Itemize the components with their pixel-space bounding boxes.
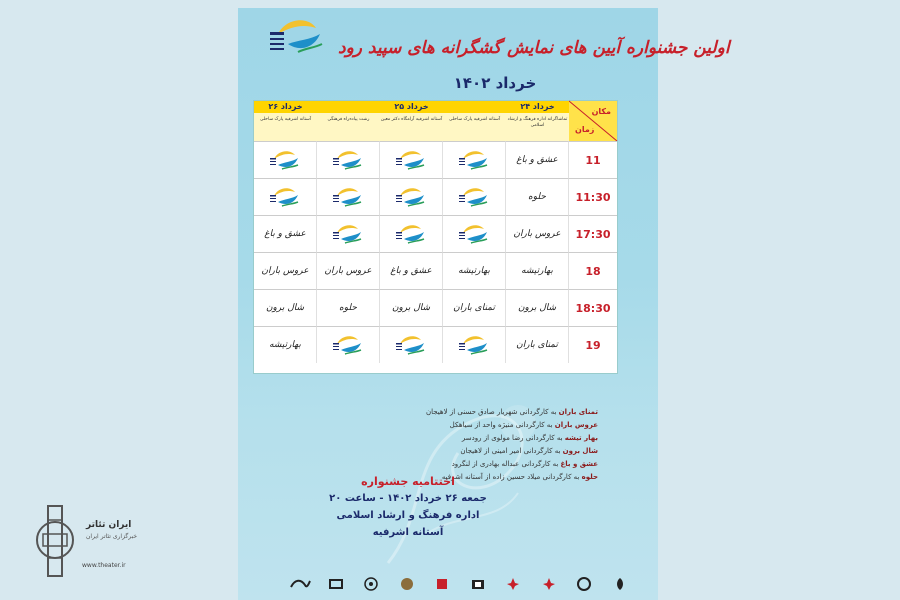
- venue-header: آستانه اشرفیه آرامگاه دکتر معین: [380, 113, 443, 141]
- schedule-table: [253, 100, 618, 374]
- venue-header: آستانه اشرفیه پارک ساحلی: [443, 113, 506, 141]
- sponsor-logo-icon: [610, 575, 630, 593]
- performance-name: حلوه: [528, 192, 546, 202]
- site-tagline: خبرگزاری تئاتر ایران: [86, 533, 138, 540]
- description-line: بهار تیشه به کارگردانی رضا مولوی از رودسر: [461, 434, 598, 442]
- schedule-row: [254, 178, 617, 215]
- festival-logo-icon: [268, 14, 328, 64]
- corner-place-label: مکان: [591, 107, 611, 116]
- site-watermark: [28, 500, 138, 580]
- schedule-row: [254, 326, 617, 363]
- table-corner-cell: [569, 101, 617, 141]
- closing-line: آستانه اشرفیه: [372, 527, 444, 538]
- performance-name: عروس باران: [261, 266, 309, 276]
- performance-cell: [254, 326, 317, 363]
- performance-name: عشق و باغ: [390, 266, 432, 276]
- empty-slot-logo-icon: [317, 178, 380, 215]
- performance-name: عشق و باغ: [264, 229, 306, 239]
- performance-cell: [254, 252, 317, 289]
- theater-logo-icon: [28, 500, 82, 580]
- empty-slot-logo-icon: [380, 141, 443, 178]
- performance-name: بهارتیشه: [458, 266, 490, 276]
- performance-cell: [506, 252, 569, 289]
- empty-slot-logo-icon: [380, 178, 443, 215]
- time-cell: 11: [569, 141, 617, 179]
- performance-name: شال برون: [391, 303, 431, 313]
- performance-cell: [506, 289, 569, 326]
- performance-name: عروس باران: [324, 266, 372, 276]
- performance-name: بهارتیشه: [269, 340, 301, 350]
- schedule-row: [254, 215, 617, 252]
- performance-name: شال برون: [517, 303, 557, 313]
- site-url: www.theater.ir: [82, 562, 126, 569]
- closing-line: جمعه ۲۶ خرداد ۱۴۰۲ - ساعت ۲۰: [329, 493, 487, 504]
- performance-name: شال برون: [265, 303, 305, 313]
- performance-cell: [317, 289, 380, 326]
- closing-ceremony: [258, 473, 558, 541]
- performance-name: تمنای باران: [516, 340, 558, 350]
- empty-slot-logo-icon: [317, 326, 380, 363]
- closing-title: اختتامیه جشنواره: [361, 475, 455, 488]
- performance-cell: [254, 215, 317, 252]
- empty-slot-logo-icon: [254, 141, 317, 178]
- venue-header: تماشاگرانه اداره فرهنگ و ارشاد اسلامی: [506, 113, 569, 141]
- performance-cell: [380, 252, 443, 289]
- empty-slot-logo-icon: [443, 215, 506, 252]
- empty-slot-logo-icon: [317, 215, 380, 252]
- empty-slot-logo-icon: [254, 178, 317, 215]
- time-cell: 18:30: [569, 289, 617, 327]
- description-line: تمنای باران به کارگردانی شهریار صادق حسنی از لاهیجان: [426, 408, 598, 416]
- sponsor-logo-icon: [432, 575, 452, 593]
- performance-name: بهارتیشه: [521, 266, 553, 276]
- performance-name: حلوه: [339, 303, 357, 313]
- description-line: شال برون به کارگردانی امیر امینی از لاهیجان: [460, 447, 598, 455]
- performance-cell: [506, 215, 569, 252]
- performance-name: عشق و باغ: [516, 155, 558, 165]
- sponsor-logo-icon: [468, 575, 488, 593]
- performance-name: تمنای باران: [453, 303, 495, 313]
- sponsor-logo-icon: [361, 575, 381, 593]
- schedule-row: [254, 289, 617, 326]
- sponsor-logo-icon: [397, 575, 417, 593]
- performance-cell: [506, 141, 569, 178]
- empty-slot-logo-icon: [380, 326, 443, 363]
- venue-header: رشت پیاده‌راه فرهنگی: [317, 113, 380, 141]
- empty-slot-logo-icon: [443, 141, 506, 178]
- empty-slot-logo-icon: [380, 215, 443, 252]
- schedule-row: [254, 252, 617, 289]
- sponsor-logo-icon: [539, 575, 559, 593]
- schedule-row: [254, 141, 617, 178]
- performance-name: عروس باران: [513, 229, 561, 239]
- empty-slot-logo-icon: [317, 141, 380, 178]
- performance-cell: [380, 289, 443, 326]
- day-header-26: ۲۶ خرداد: [254, 101, 317, 113]
- day-header-25: ۲۵ خرداد: [317, 101, 506, 113]
- closing-line: اداره فرهنگ و ارشاد اسلامی: [336, 510, 480, 521]
- performance-cell: [443, 289, 506, 326]
- time-cell: 19: [569, 326, 617, 364]
- description-line: عشق و باغ به کارگردانی عبداله بهادری از لنگرود: [451, 460, 598, 468]
- time-cell: 18: [569, 252, 617, 290]
- performance-cell: [317, 252, 380, 289]
- site-name: ایران تئاتر: [86, 520, 132, 530]
- time-cell: 11:30: [569, 178, 617, 216]
- performance-cell: [506, 178, 569, 215]
- empty-slot-logo-icon: [443, 178, 506, 215]
- performance-cell: [254, 289, 317, 326]
- festival-poster: [238, 8, 730, 600]
- poster-date-title: خرداد ۱۴۰۲: [453, 74, 537, 92]
- performance-cell: [443, 252, 506, 289]
- description-line: حلوه به کارگردانی میلاد حسین زاده از آستانه اشرفیه: [441, 473, 598, 481]
- sponsor-logo-icon: [326, 575, 346, 593]
- sponsor-logo-icon: [290, 575, 310, 593]
- corner-time-label: زمان: [575, 125, 595, 134]
- sponsor-logo-icon: [503, 575, 523, 593]
- day-header-24: ۲۴ خرداد: [506, 101, 569, 113]
- time-cell: 17:30: [569, 215, 617, 253]
- performance-cell: [506, 326, 569, 363]
- poster-title: اولین جشنواره آیین های نمایش گشگرانه های سپید رود: [338, 38, 730, 58]
- sponsor-logos: [290, 573, 630, 595]
- venue-header: آستانه اشرفیه پارک ساحلی: [254, 113, 317, 141]
- sponsor-logo-icon: [574, 575, 594, 593]
- description-line: عروس باران به کارگردانی منیژه واحد از سیاهکل: [449, 421, 598, 429]
- empty-slot-logo-icon: [443, 326, 506, 363]
